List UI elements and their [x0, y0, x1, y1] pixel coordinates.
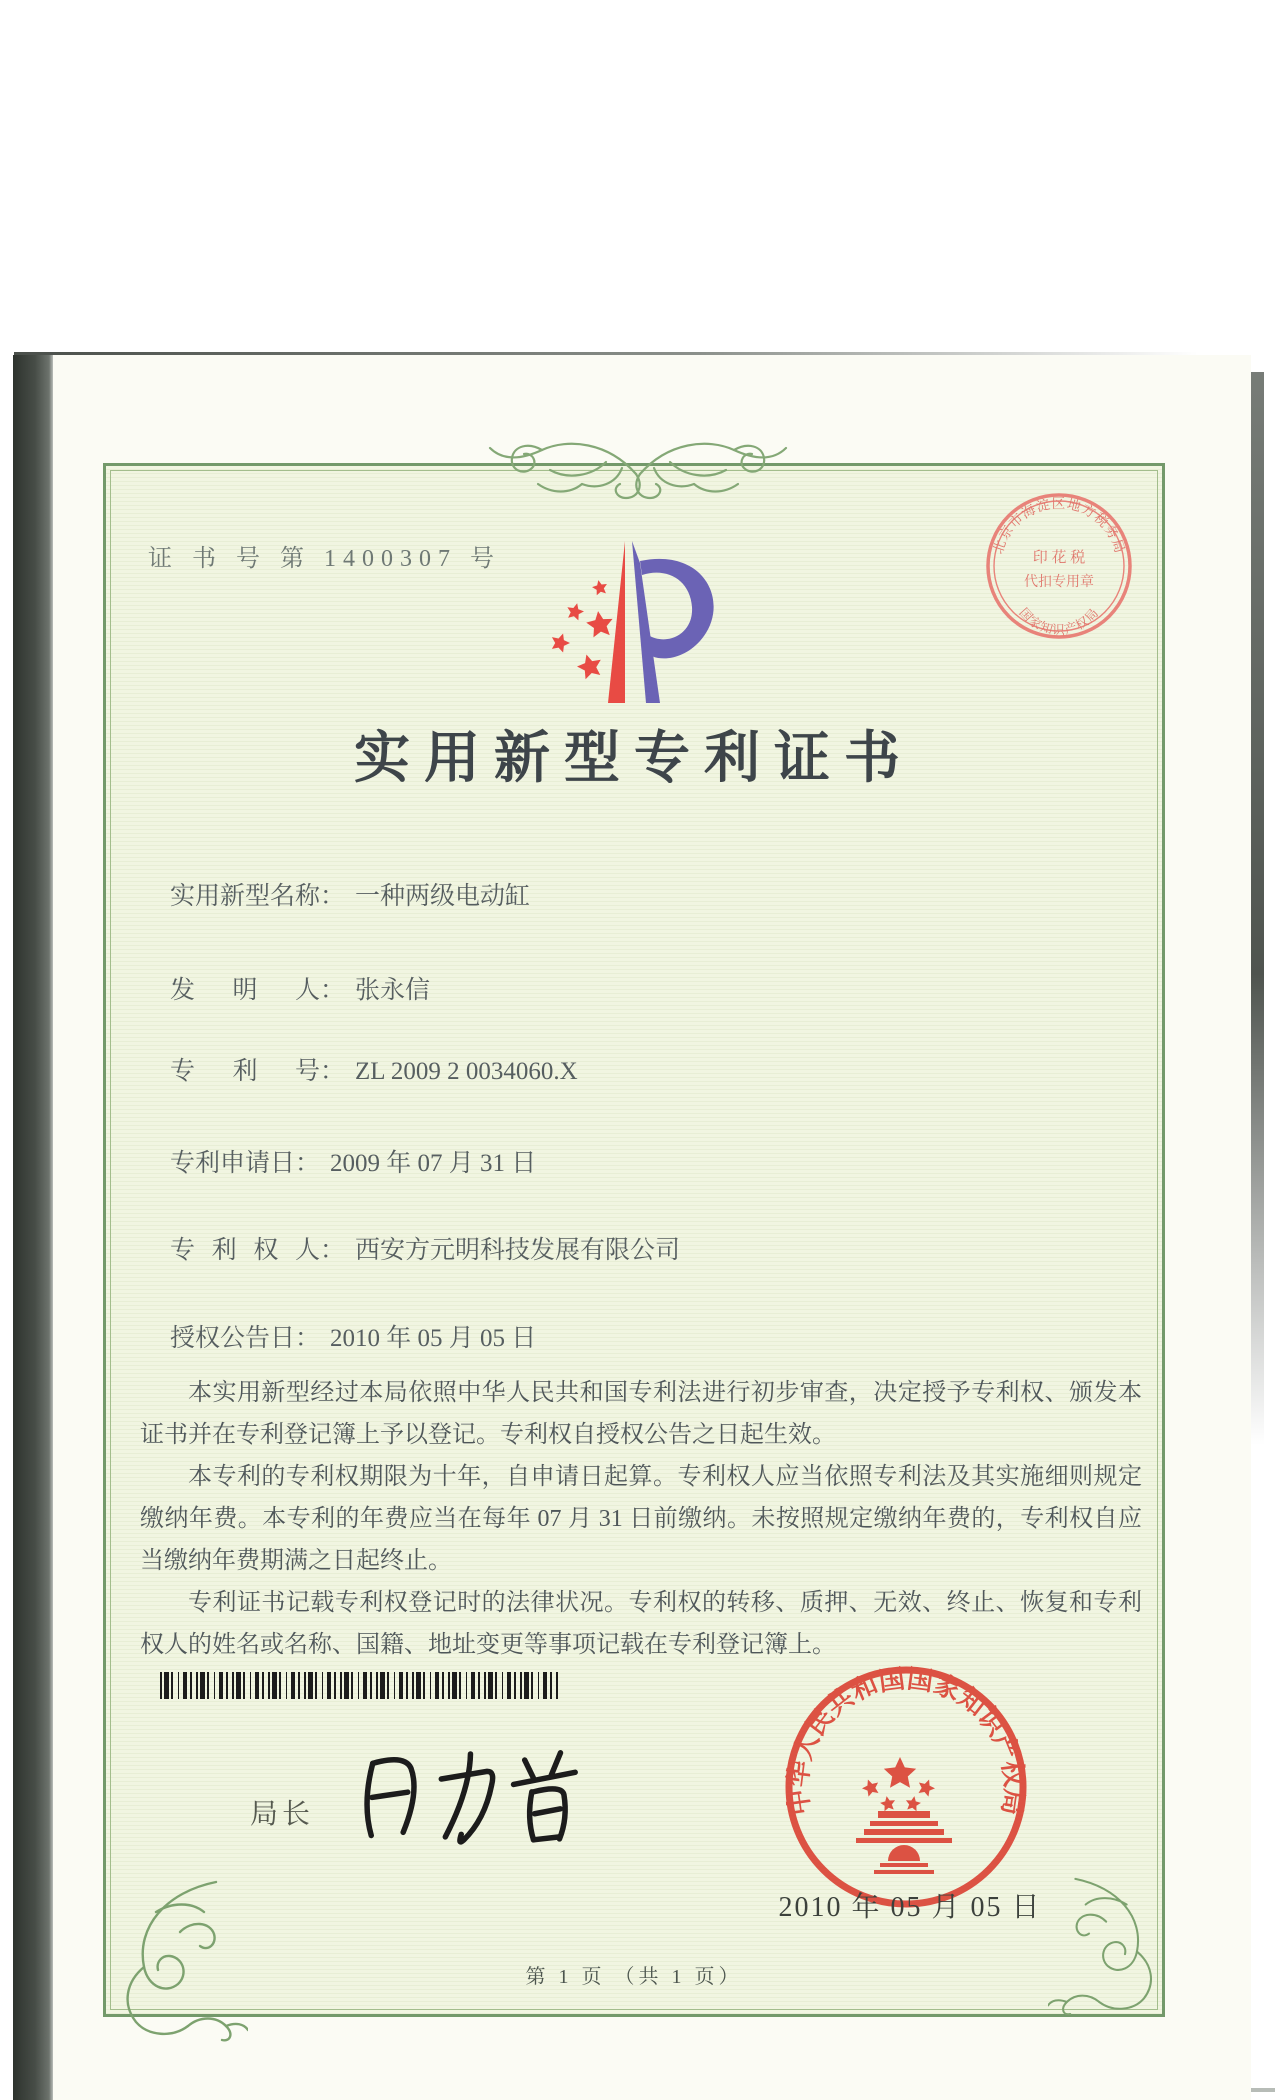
field-label: 发明人: [170, 977, 320, 1004]
svg-text:北京市海淀区地方税务局: [990, 495, 1127, 555]
stamp-center-line1: 印 花 税: [1032, 550, 1086, 566]
field-value: 一种两级电动缸: [355, 883, 531, 910]
field-value: 2010 年 05 月 05 日: [330, 1325, 537, 1352]
logo-p-bowl: [640, 559, 714, 659]
field-colon: ：: [320, 977, 346, 1004]
field-colon: ：: [320, 1237, 346, 1264]
stamp-center-line2: 代扣专用章: [1024, 575, 1094, 590]
legal-paragraph-3: 专利证书记载专利权登记时的法律状况。专利权的转移、质押、无效、终止、恢复和专利权人的姓名或名称、国籍、地址变更等事项记载在专利登记簿上。: [140, 1590, 1142, 1658]
logo-red-spike: [608, 541, 625, 703]
legal-paragraph-2: 本专利的专利权期限为十年，自申请日起算。专利权人应当依照专利法及其实施细则规定缴纳年费。本专利的年费应当在每年 07 月 31 日前缴纳。未按照规定缴纳年费的，专利权自应当缴纳年费期满之日起终止。: [140, 1464, 1142, 1574]
field-inventor: [170, 970, 430, 1006]
field-patent-number: [170, 1051, 578, 1087]
field-grant-publication-date: [170, 1318, 536, 1354]
commissioner-label: 局长: [250, 1799, 315, 1830]
field-value: 西安方元明科技发展有限公司: [355, 1237, 681, 1264]
field-label: 专利申请日: [170, 1150, 296, 1177]
field-utility-model-name: [170, 876, 530, 912]
seal-ring: [789, 1670, 1023, 1904]
page-edge-shadow: [1249, 372, 1264, 1467]
seal-ring-text: 中华人民共和国国家知识产权局: [783, 1664, 1029, 1817]
field-label: 专利权人: [170, 1237, 320, 1264]
field-colon: ：: [295, 1150, 321, 1177]
field-colon: ：: [295, 1325, 321, 1352]
book-spine-shadow: [13, 355, 53, 2100]
field-label: 授权公告日: [170, 1325, 296, 1352]
bottom-right-corner-ornament: [1048, 1858, 1178, 2028]
stamp-outer-ring: [988, 495, 1130, 637]
certificate-number: 证 书 号 第 1400307 号: [148, 546, 501, 572]
field-label: 专利号: [170, 1058, 320, 1085]
bottom-left-corner-ornament: [96, 1872, 248, 2042]
national-emblem: [856, 1757, 952, 1874]
legal-text-block: [140, 1372, 1142, 1666]
field-filing-date: [170, 1143, 536, 1179]
top-border-ornament: [408, 424, 868, 512]
field-value: 2009 年 07 月 31 日: [330, 1150, 537, 1177]
commissioner-signature: [330, 1728, 620, 1868]
patent-office-logo: [528, 533, 733, 708]
seal-date: 2010 年 05 月 05 日: [778, 1892, 1042, 1923]
logo-stars: [548, 579, 614, 681]
national-ip-office-seal: [782, 1663, 1030, 1911]
field-label: 实用新型名称: [170, 883, 321, 910]
legal-paragraph-1: 本实用新型经过本局依照中华人民共和国专利法进行初步审查，决定授予专利权、颁发本证书并在专利登记簿上予以登记。专利权自授权公告之日起生效。: [140, 1380, 1142, 1448]
field-patentee: [170, 1230, 680, 1266]
stamp-ring-top-text: 北京市海淀区地方税务局: [990, 496, 1128, 556]
field-colon: ：: [320, 1058, 346, 1085]
field-value: ZL 2009 2 0034060.X: [355, 1058, 578, 1085]
certificate-title: 实用新型专利证书: [354, 728, 914, 790]
page-number-footer: 第 1 页 （共 1 页）: [525, 1966, 743, 1988]
barcode: [160, 1672, 558, 1699]
field-value: 张永信: [355, 977, 431, 1004]
tax-withholding-stamp: [983, 490, 1135, 642]
svg-text:中华人民共和国国家知识产权局: [783, 1664, 1028, 1817]
field-colon: ：: [320, 883, 346, 910]
stamp-ring-bottom-text: 国家知识产权局: [1016, 605, 1102, 637]
